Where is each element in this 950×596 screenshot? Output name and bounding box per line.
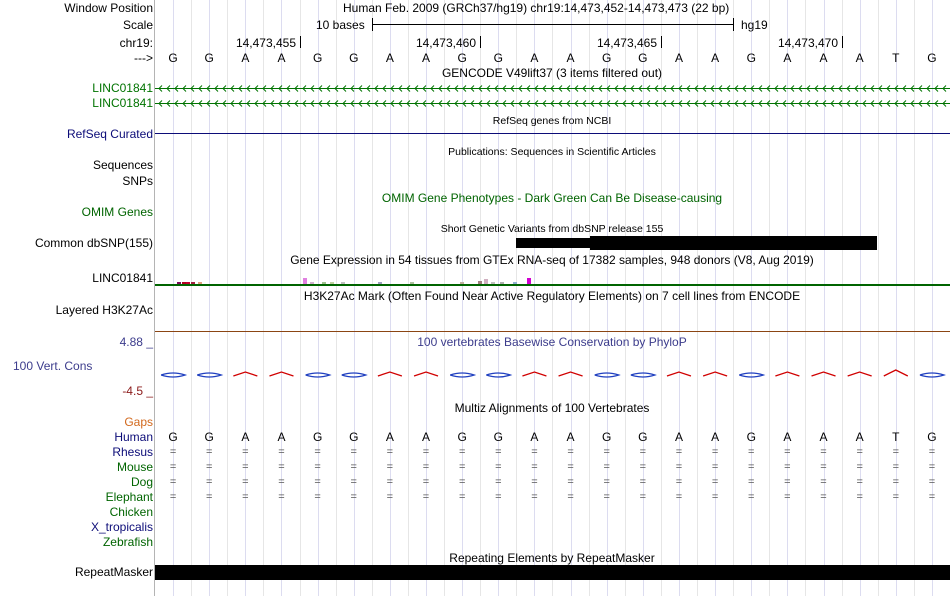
scale-assembly: hg19 xyxy=(741,18,768,32)
gtex-label[interactable]: LINC01841 xyxy=(92,271,153,285)
alignment-match: = xyxy=(205,476,213,488)
phylop-base-glyph xyxy=(920,373,944,377)
sequence-base: A xyxy=(566,51,575,65)
alignment-match: = xyxy=(820,446,827,458)
sequence-base: G xyxy=(457,51,467,65)
alignment-match: = xyxy=(567,446,574,458)
alignment-match: = xyxy=(567,491,574,503)
repeat-track-title: Repeating Elements by RepeatMasker xyxy=(449,551,655,565)
alignment-match: = xyxy=(820,491,827,503)
alignment-match: = xyxy=(711,476,719,488)
species-label[interactable]: Elephant xyxy=(105,490,153,504)
sequence-base: G xyxy=(746,51,756,65)
alignment-base: A xyxy=(277,430,286,444)
alignment-base: A xyxy=(855,430,864,444)
alignment-match: = xyxy=(531,476,538,488)
alignment-match: = xyxy=(928,491,936,503)
phylop-base-glyph xyxy=(161,373,185,377)
repeat-element-bar[interactable] xyxy=(155,565,950,580)
scale-text: 10 bases xyxy=(316,18,365,32)
alignment-match: = xyxy=(603,476,610,488)
phylop-base-glyph xyxy=(486,373,510,377)
alignment-base: A xyxy=(674,430,683,444)
alignment-match: = xyxy=(350,491,357,503)
alignment-match: = xyxy=(242,491,249,503)
alignment-match: = xyxy=(675,446,683,458)
refseq-track-title: RefSeq genes from NCBI xyxy=(492,115,612,127)
refseq-label[interactable]: RefSeq Curated xyxy=(66,127,153,141)
alignment-match: = xyxy=(169,461,177,473)
position-tick-label: 14,473,470 xyxy=(777,36,838,50)
h3k27ac-track-title: H3K27Ac Mark (Often Found Near Active Regulatory Elements) on 7 cell lines from ENCODE xyxy=(303,289,801,303)
sequence-base: G xyxy=(493,51,503,65)
position-tick-label: 14,473,460 xyxy=(415,36,476,50)
alignment-match: = xyxy=(242,446,249,458)
omim-track-title: OMIM Gene Phenotypes - Dark Green Can Be Disease-causing xyxy=(381,191,723,205)
position-tick-label: 14,473,455 xyxy=(235,36,296,50)
alignment-base: G xyxy=(457,430,467,444)
repeat-label[interactable]: RepeatMasker xyxy=(74,565,153,579)
phylop-base-glyph xyxy=(667,372,691,376)
alignment-match: = xyxy=(278,476,285,488)
sequence-base: T xyxy=(892,51,900,65)
phylop-base-glyph xyxy=(269,372,293,376)
phylop-base-glyph xyxy=(342,373,366,377)
position-tick-label: 14,473,465 xyxy=(596,36,657,50)
alignment-match: = xyxy=(422,461,430,473)
alignment-base: G xyxy=(349,430,359,444)
alignment-match: = xyxy=(603,461,610,473)
phylop-base-glyph xyxy=(414,372,438,376)
alignment-match: = xyxy=(458,461,466,473)
alignment-base: A xyxy=(385,430,394,444)
alignment-base: G xyxy=(602,430,612,444)
sequence-base: A xyxy=(385,51,394,65)
sequence-base: A xyxy=(277,51,286,65)
alignment-base: A xyxy=(530,430,539,444)
phylop-base-glyph xyxy=(812,372,836,376)
alignment-match: = xyxy=(928,476,936,488)
sequence-base: G xyxy=(204,51,214,65)
alignment-match: = xyxy=(603,491,610,503)
sequence-base: A xyxy=(711,51,720,65)
alignment-match: = xyxy=(748,461,755,473)
alignment-match: = xyxy=(531,461,538,473)
alignment-base: A xyxy=(819,430,828,444)
alignment-match: = xyxy=(748,476,755,488)
phylop-max-label: 4.88 _ xyxy=(119,335,153,349)
alignment-match: = xyxy=(314,476,321,488)
alignment-base: G xyxy=(204,430,214,444)
phylop-base-glyph xyxy=(848,372,872,376)
alignment-match: = xyxy=(458,446,466,458)
sequence-base: A xyxy=(783,51,792,65)
alignment-base: T xyxy=(892,430,900,444)
alignment-match: = xyxy=(603,446,610,458)
alignment-match: = xyxy=(928,446,936,458)
alignment-match: = xyxy=(350,476,357,488)
phylop-base-glyph xyxy=(197,373,221,377)
alignment-match: = xyxy=(314,446,321,458)
species-label[interactable]: Chicken xyxy=(109,505,153,519)
dbsnp-track-title: Short Genetic Variants from dbSNP release 155 xyxy=(440,223,664,235)
gaps-label: Gaps xyxy=(124,415,153,429)
gencode-item-label-1[interactable]: LINC01841 xyxy=(92,81,153,95)
alignment-match: = xyxy=(711,446,719,458)
sequence-base: G xyxy=(602,51,612,65)
phylop-base-glyph xyxy=(884,370,908,376)
alignment-base: G xyxy=(746,430,756,444)
alignment-match: = xyxy=(386,476,394,488)
alignment-match: = xyxy=(386,461,394,473)
alignment-match: = xyxy=(205,446,213,458)
window-position-value: Human Feb. 2009 (GRCh37/hg19) chr19:14,473,452-14,473,473 (22 bp) xyxy=(343,1,730,15)
alignment-match: = xyxy=(928,461,936,473)
alignment-match: = xyxy=(422,446,430,458)
species-label[interactable]: Dog xyxy=(130,475,153,489)
alignment-match: = xyxy=(639,476,647,488)
gencode-item-label-2[interactable]: LINC01841 xyxy=(92,96,153,110)
phylop-base-glyph xyxy=(595,373,619,377)
multiz-track-title: Multiz Alignments of 100 Vertebrates xyxy=(454,401,650,415)
phylop-base-glyph xyxy=(306,373,330,377)
alignment-match: = xyxy=(675,491,683,503)
alignment-match: = xyxy=(892,491,899,503)
alignment-match: = xyxy=(639,491,647,503)
alignment-base: G xyxy=(927,430,937,444)
alignment-match: = xyxy=(784,491,791,503)
window-position-label: Window Position xyxy=(64,1,153,15)
alignment-match: = xyxy=(422,476,430,488)
alignment-match: = xyxy=(350,461,357,473)
alignment-match: = xyxy=(675,461,683,473)
alignment-match: = xyxy=(856,491,863,503)
snps-label[interactable]: SNPs xyxy=(122,174,153,188)
alignment-match: = xyxy=(567,461,574,473)
alignment-match: = xyxy=(495,491,502,503)
alignment-match: = xyxy=(820,476,827,488)
alignment-match: = xyxy=(567,476,574,488)
phylop-label[interactable]: 100 Vert. Cons xyxy=(13,359,93,373)
alignment-base: A xyxy=(783,430,792,444)
species-label[interactable]: Mouse xyxy=(116,460,153,474)
pubs-track-title: Publications: Sequences in Scientific Articles xyxy=(448,146,656,158)
alignment-match: = xyxy=(278,461,285,473)
alignment-match: = xyxy=(748,491,755,503)
alignment-match: = xyxy=(892,446,899,458)
alignment-match: = xyxy=(892,476,899,488)
alignment-match: = xyxy=(856,476,863,488)
dbsnp-label[interactable]: Common dbSNP(155) xyxy=(34,236,153,250)
sequence-base: A xyxy=(241,51,250,65)
alignment-base: G xyxy=(168,430,178,444)
species-label[interactable]: X_tropicalis xyxy=(90,520,153,534)
phylop-base-glyph xyxy=(450,373,474,377)
alignment-match: = xyxy=(892,461,899,473)
phylop-base-glyph xyxy=(559,372,583,376)
alignment-match: = xyxy=(278,446,285,458)
alignment-match: = xyxy=(350,446,357,458)
alignment-match: = xyxy=(242,461,249,473)
alignment-base: G xyxy=(312,430,323,444)
alignment-match: = xyxy=(495,446,502,458)
alignment-match: = xyxy=(205,461,213,473)
alignment-match: = xyxy=(169,446,177,458)
alignment-match: = xyxy=(458,476,466,488)
phylop-base-glyph xyxy=(233,372,257,376)
sequence-base: A xyxy=(674,51,683,65)
alignment-match: = xyxy=(784,446,791,458)
phylop-track-title: 100 vertebrates Basewise Conservation by PhyloP xyxy=(417,335,687,349)
gencode-track-title: GENCODE V49lift37 (3 items filtered out) xyxy=(441,66,663,80)
alignment-match: = xyxy=(784,476,791,488)
alignment-base: A xyxy=(422,430,431,444)
alignment-match: = xyxy=(205,491,213,503)
alignment-match: = xyxy=(639,461,647,473)
species-label[interactable]: Human xyxy=(114,430,153,444)
species-label[interactable]: Zebrafish xyxy=(102,535,153,549)
sequence-base: A xyxy=(530,51,539,65)
phylop-base-glyph xyxy=(378,372,402,376)
phylop-base-glyph xyxy=(775,372,799,376)
sequence-base: G xyxy=(349,51,359,65)
alignment-match: = xyxy=(314,461,321,473)
sequence-base: G xyxy=(927,51,937,65)
alignment-base: G xyxy=(493,430,503,444)
alignment-base: A xyxy=(566,430,575,444)
phylop-min-label: -4.5 _ xyxy=(122,384,153,398)
species-label[interactable]: Rhesus xyxy=(112,445,153,459)
alignment-match: = xyxy=(675,476,683,488)
alignment-match: = xyxy=(639,446,647,458)
gtex-track-title: Gene Expression in 54 tissues from GTEx RNA-seq of 17382 samples, 948 donors (V8, Aug 2019) xyxy=(290,253,814,267)
phylop-base-glyph xyxy=(703,372,727,376)
alignment-match: = xyxy=(386,491,394,503)
phylop-base-glyph xyxy=(522,372,546,376)
sequence-base: A xyxy=(819,51,828,65)
alignment-match: = xyxy=(422,491,430,503)
alignment-match: = xyxy=(820,461,827,473)
chr-label: chr19: xyxy=(119,36,153,50)
alignment-match: = xyxy=(711,461,719,473)
alignment-match: = xyxy=(495,461,502,473)
alignment-match: = xyxy=(458,491,466,503)
alignment-match: = xyxy=(169,491,177,503)
strand-arrow-label: ---> xyxy=(134,51,153,65)
alignment-match: = xyxy=(169,476,177,488)
phylop-base-glyph xyxy=(631,373,655,377)
sequences-label[interactable]: Sequences xyxy=(92,158,153,172)
phylop-base-glyph xyxy=(739,373,763,377)
alignment-match: = xyxy=(531,491,538,503)
alignment-base: A xyxy=(711,430,720,444)
omim-label[interactable]: OMIM Genes xyxy=(81,205,153,219)
alignment-base: A xyxy=(241,430,250,444)
alignment-match: = xyxy=(784,461,791,473)
sequence-base: G xyxy=(638,51,648,65)
alignment-match: = xyxy=(748,446,755,458)
sequence-base: A xyxy=(422,51,431,65)
alignment-match: = xyxy=(278,491,285,503)
alignment-match: = xyxy=(856,446,863,458)
alignment-match: = xyxy=(495,476,502,488)
alignment-match: = xyxy=(531,446,538,458)
sequence-base: G xyxy=(312,51,323,65)
scale-label: Scale xyxy=(122,18,153,32)
alignment-match: = xyxy=(386,446,394,458)
h3k27ac-label[interactable]: Layered H3K27Ac xyxy=(55,303,153,317)
sequence-base: A xyxy=(855,51,864,65)
alignment-match: = xyxy=(242,476,249,488)
sequence-base: G xyxy=(168,51,178,65)
alignment-match: = xyxy=(314,491,321,503)
alignment-match: = xyxy=(856,461,863,473)
alignment-base: G xyxy=(638,430,648,444)
alignment-match: = xyxy=(711,491,719,503)
